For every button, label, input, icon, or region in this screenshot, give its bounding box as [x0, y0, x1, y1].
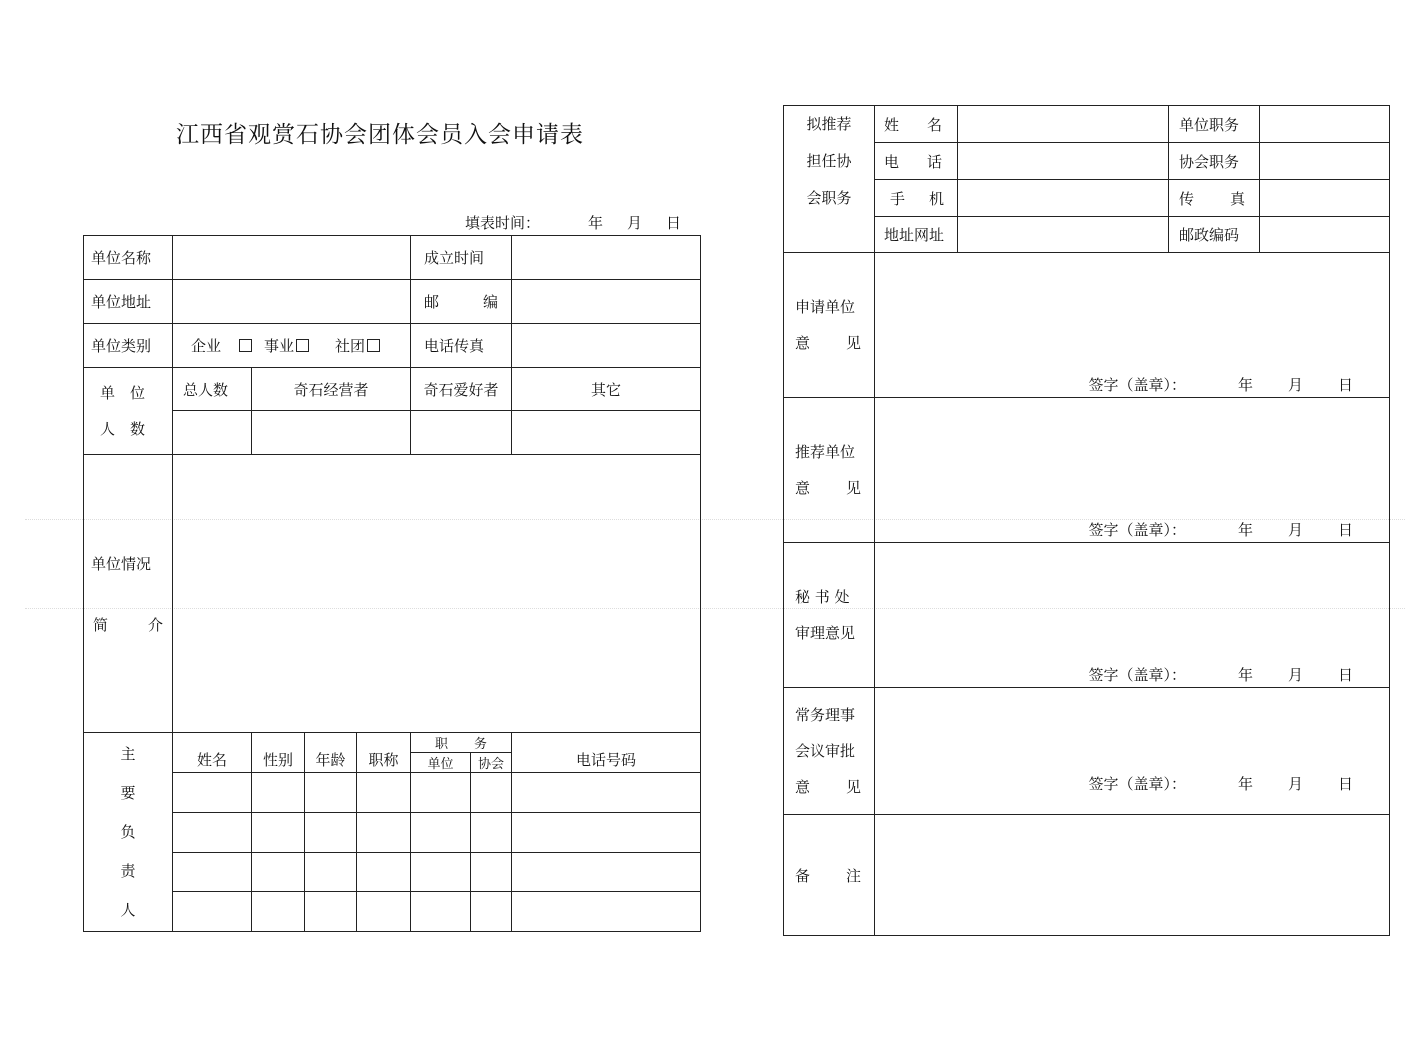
label-referrer-a: 推荐单位: [795, 443, 856, 461]
label-intro-b2: 介: [147, 615, 163, 634]
label-remarks-a: 备: [795, 866, 811, 885]
label-mobile: [875, 180, 958, 217]
secretariat-opinion[interactable]: [875, 543, 1390, 688]
leader-row: [84, 773, 701, 813]
sign-day: 日: [1337, 521, 1353, 539]
label-unit-address: 单位地址: [84, 280, 173, 324]
col-post-unit: 单位: [411, 753, 471, 773]
label-phone: [875, 143, 958, 180]
leader-phone-cell[interactable]: [512, 853, 701, 892]
sign-day: 日: [1337, 666, 1353, 684]
leader-post-assoc-cell[interactable]: [471, 853, 512, 892]
referrer-signature: [1088, 519, 1353, 540]
label-council: [784, 688, 875, 815]
label-phone-fax: 电话传真: [411, 324, 512, 368]
leader-post-unit-cell[interactable]: [411, 892, 471, 932]
label-unit-type: 单位类别: [84, 324, 173, 368]
label-remarks: [784, 815, 875, 936]
input-total[interactable]: [173, 411, 252, 455]
col-post: 职 务: [411, 733, 512, 753]
sign-month: 月: [1287, 666, 1303, 684]
fill-date-day: 日: [666, 214, 682, 232]
input-unit-address[interactable]: [173, 280, 411, 324]
sign-year: 年: [1237, 775, 1253, 793]
referrer-opinion[interactable]: [875, 398, 1390, 543]
label-unit-post: 单位职务: [1169, 106, 1260, 143]
label-intro-b: [91, 614, 163, 635]
type-society-checkbox[interactable]: [367, 339, 380, 352]
leader-row: [84, 813, 701, 853]
secretariat-signature: [1088, 664, 1353, 685]
sign-label: 签字（盖章）：: [1088, 775, 1186, 793]
leader-name-cell[interactable]: [173, 813, 252, 853]
leader-name-cell[interactable]: [173, 853, 252, 892]
right-form-table: [783, 105, 1390, 936]
input-assoc-post[interactable]: [1260, 143, 1390, 180]
label-referrer: [784, 398, 875, 543]
type-enterprise-checkbox[interactable]: [239, 339, 252, 352]
input-unit-post[interactable]: [1260, 106, 1390, 143]
leader-age-cell[interactable]: [305, 853, 357, 892]
leader-title-cell[interactable]: [357, 853, 411, 892]
label-postcode-a: 邮: [424, 293, 440, 311]
label-recommend-3: 会职务: [806, 189, 852, 207]
sign-label: 签字（盖章）：: [1088, 521, 1186, 539]
label-name-a: 姓: [884, 115, 900, 134]
leader-post-unit-cell[interactable]: [411, 773, 471, 813]
label-found-time: 成立时间: [411, 236, 512, 280]
sign-month: 月: [1287, 775, 1303, 793]
label-dealers: 奇石经营者: [252, 368, 411, 411]
input-unit-name[interactable]: [173, 236, 411, 280]
label-intro-a: 单位情况: [91, 554, 152, 573]
leader-post-assoc-cell[interactable]: [471, 813, 512, 853]
label-lovers: 奇石爱好者: [411, 368, 512, 411]
council-opinion[interactable]: [875, 688, 1390, 815]
applicant-opinion[interactable]: [875, 253, 1390, 398]
label-intro-b1: 简: [93, 615, 109, 634]
label-council-b: 会议审批: [795, 742, 856, 760]
leader-post-unit-cell[interactable]: [411, 853, 471, 892]
leader-title-cell[interactable]: [357, 892, 411, 932]
leader-phone-cell[interactable]: [512, 813, 701, 853]
label-fax-b: 真: [1230, 189, 1246, 208]
label-secretariat-b: 审理意见: [795, 624, 856, 642]
label-headcount-a: 单 位: [100, 384, 146, 402]
leader-phone-cell[interactable]: [512, 773, 701, 813]
label-applicant-b: [795, 325, 861, 361]
sign-year: 年: [1237, 376, 1253, 394]
label-leaders-4: 责: [120, 861, 136, 880]
label-name-b: 名: [927, 115, 943, 134]
leader-age-cell[interactable]: [305, 813, 357, 853]
input-phone-fax[interactable]: [512, 324, 701, 368]
label-applicant: [784, 253, 875, 398]
label-council-a: 常务理事: [795, 706, 856, 724]
input-others[interactable]: [512, 411, 701, 455]
label-secretariat-a: 秘 书 处: [795, 588, 850, 606]
applicant-signature: [1088, 374, 1353, 395]
label-council-c2: 见: [845, 778, 861, 796]
input-address-web[interactable]: [958, 217, 1169, 253]
sign-month: 月: [1287, 521, 1303, 539]
input-dealers[interactable]: [252, 411, 411, 455]
label-mobile-a: 手: [890, 189, 906, 208]
leader-gender-cell[interactable]: [252, 813, 305, 853]
label-referrer-b: [795, 470, 861, 506]
label-unit-name: 单位名称: [84, 236, 173, 280]
leader-row: [84, 892, 701, 932]
label-recommend-2: 担任协: [806, 152, 852, 170]
input-name[interactable]: [958, 106, 1169, 143]
label-secretariat: [784, 543, 875, 688]
sign-label: 签字（盖章）：: [1088, 666, 1186, 684]
label-phone-a: 电: [884, 152, 900, 171]
leader-gender-cell[interactable]: [252, 892, 305, 932]
label-council-c1: 意: [795, 778, 811, 796]
label-name: [875, 106, 958, 143]
form-title: 江西省观赏石协会团体会员入会申请表: [176, 122, 584, 148]
label-address-web: 地址网址: [875, 217, 958, 253]
type-society-label: 社团: [335, 337, 366, 355]
label-council-c: [795, 769, 861, 805]
leader-phone-cell[interactable]: [512, 892, 701, 932]
label-applicant-b2: 见: [845, 334, 861, 352]
leader-post-unit-cell[interactable]: [411, 813, 471, 853]
label-phone-b: 话: [927, 152, 943, 171]
input-found-time[interactable]: [512, 236, 701, 280]
label-assoc-post: 协会职务: [1169, 143, 1260, 180]
label-recommend-1: 拟推荐: [806, 115, 852, 133]
label-applicant-b1: 意: [795, 334, 811, 352]
label-recommend: [784, 106, 875, 253]
leader-name-cell[interactable]: [173, 773, 252, 813]
label-postcode: [411, 280, 512, 324]
label-leaders: [84, 733, 173, 932]
fill-date-year: 年: [588, 214, 604, 232]
col-age: 年龄: [305, 733, 357, 773]
leader-title-cell[interactable]: [357, 773, 411, 813]
leader-post-assoc-cell[interactable]: [471, 773, 512, 813]
leader-age-cell[interactable]: [305, 773, 357, 813]
label-applicant-a: 申请单位: [795, 298, 856, 316]
input-postcode[interactable]: [512, 280, 701, 324]
type-institution-checkbox[interactable]: [296, 339, 309, 352]
input-phone[interactable]: [958, 143, 1169, 180]
left-form-table: [83, 235, 701, 932]
input-lovers[interactable]: [411, 411, 512, 455]
unit-type-options: [173, 324, 411, 368]
col-post-assoc: 协会: [471, 753, 512, 773]
label-headcount-b: 人 数: [100, 420, 146, 438]
label-referrer-b2: 见: [845, 479, 861, 497]
council-signature: [1088, 773, 1353, 794]
fill-date-label: 填表时间：: [465, 214, 541, 232]
leader-row: [84, 853, 701, 892]
label-postcode-b: 编: [483, 293, 499, 311]
sign-month: 月: [1287, 376, 1303, 394]
label-leaders-5: 人: [120, 900, 136, 919]
col-title: 职称: [357, 733, 411, 773]
input-fax[interactable]: [1260, 180, 1390, 217]
label-referrer-b1: 意: [795, 479, 811, 497]
label-fax-a: 传: [1179, 189, 1195, 208]
input-intro[interactable]: [173, 455, 701, 733]
sign-label: 签字（盖章）：: [1088, 376, 1186, 394]
label-leaders-1: 主: [120, 744, 136, 763]
sign-day: 日: [1337, 775, 1353, 793]
fill-date-month: 月: [627, 214, 643, 232]
input-remarks[interactable]: [875, 815, 1390, 936]
leader-title-cell[interactable]: [357, 813, 411, 853]
input-zip[interactable]: [1260, 217, 1390, 253]
leader-gender-cell[interactable]: [252, 773, 305, 813]
sign-year: 年: [1237, 521, 1253, 539]
label-intro: [84, 455, 173, 733]
leader-post-assoc-cell[interactable]: [471, 892, 512, 932]
col-name: 姓名: [173, 733, 252, 773]
leader-name-cell[interactable]: [173, 892, 252, 932]
label-mobile-b: 机: [929, 189, 945, 208]
leader-gender-cell[interactable]: [252, 853, 305, 892]
leader-age-cell[interactable]: [305, 892, 357, 932]
sign-year: 年: [1237, 666, 1253, 684]
label-remarks-b: 注: [845, 866, 861, 885]
type-enterprise-label: 企业: [191, 337, 222, 355]
label-headcount: [84, 368, 173, 455]
col-phone: 电话号码: [512, 733, 701, 773]
label-fax: [1169, 180, 1260, 217]
col-gender: 性别: [252, 733, 305, 773]
label-total: 总人数: [173, 368, 252, 411]
label-leaders-3: 负: [120, 822, 136, 841]
sign-day: 日: [1337, 376, 1353, 394]
label-others: 其它: [512, 368, 701, 411]
type-institution-label: 事业: [264, 337, 295, 355]
label-leaders-2: 要: [120, 783, 136, 802]
label-zip: 邮政编码: [1169, 217, 1260, 253]
input-mobile[interactable]: [958, 180, 1169, 217]
fill-date: [465, 212, 681, 233]
